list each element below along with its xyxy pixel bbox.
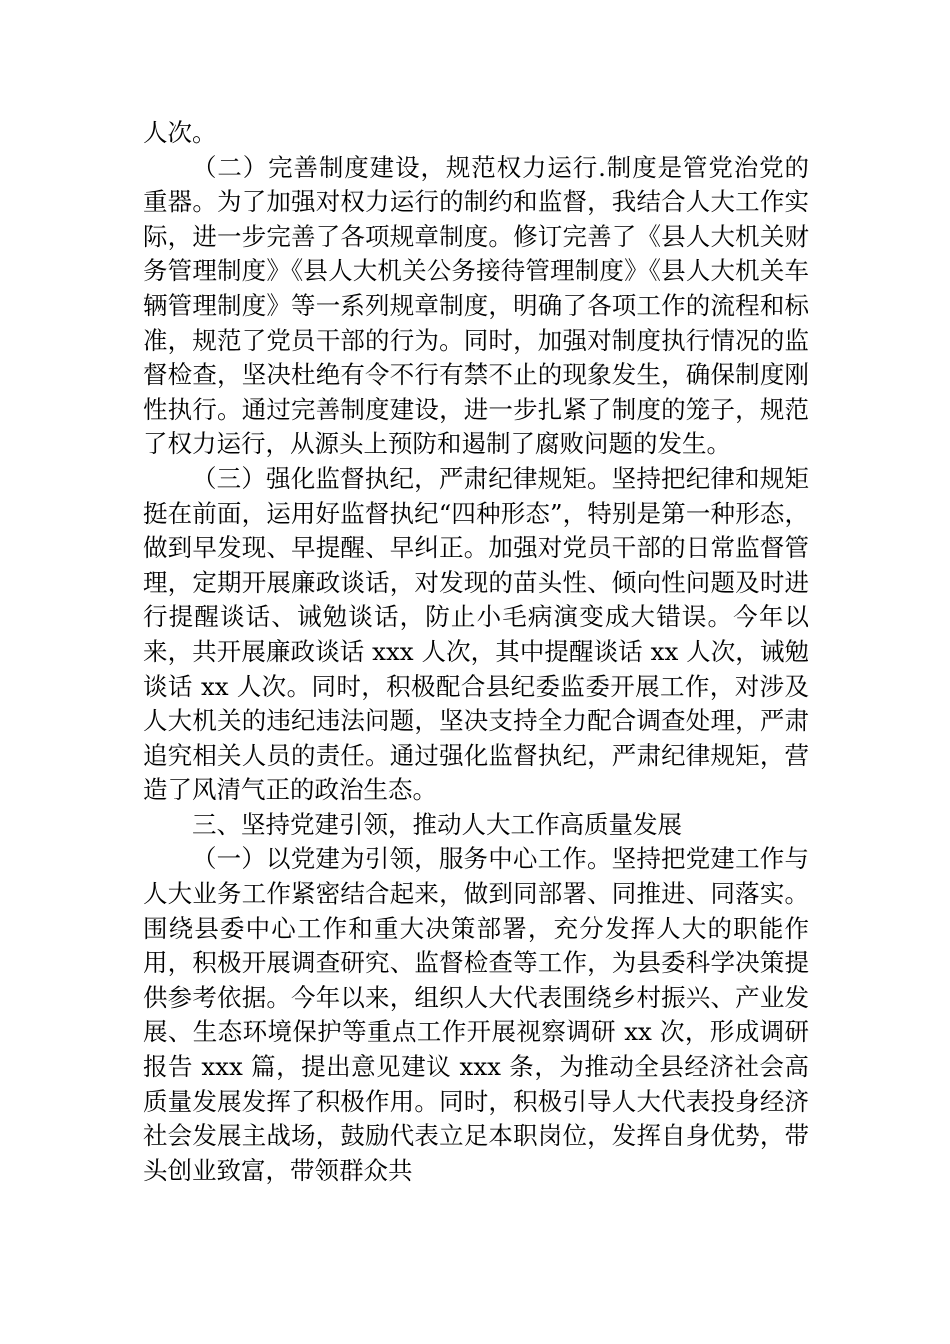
- paragraph-section-2-3: （三）强化监督执纪，严肃纪律规矩。坚持把纪律和规矩挺在前面，运用好监督执纪“四种形态”，特别是第一种形态，做到早发现、早提醒、早纠正。加强对党员干部的日常监督管理，定期开展廉政谈话，对发现的苗头性、倾向性问题及时进行提醒谈话、诫勉谈话，防止小毛病演变成大错误。今年以来，共开展廉政谈话 xxx 人次，其中提醒谈话 xx 人次，诫勉谈话 xx 人次。同时，积极配合县纪委监委开展工作，对涉及人大机关的违纪违法问题，坚决支持全力配合调查处理，严肃追究相关人员的责任。通过强化监督执纪，严肃纪律规矩，营造了风清气正的政治生态。: [143, 463, 809, 805]
- section-heading-3: 三、坚持党建引领，推动人大工作高质量发展: [192, 809, 682, 839]
- document-body: [143, 116, 809, 1188]
- paragraph-section-2-2: （二）完善制度建设，规范权力运行.制度是管党治党的重器。为了加强对权力运行的制约和监督，我结合人大工作实际，进一步完善了各项规章制度。修订完善了《县人大机关财务管理制度》《县人大机关公务接待管理制度》《县人大机关车辆管理制度》等一系列规章制度，明确了各项工作的流程和标准，规范了党员干部的行为。同时，加强对制度执行情况的监督检查，坚决杜绝有令不行有禁不止的现象发生，确保制度刚性执行。通过完善制度建设，进一步扎紧了制度的笼子，规范了权力运行，从源头上预防和遏制了腐败问题的发生。: [143, 152, 809, 459]
- paragraph-continuation: 人次。: [143, 118, 217, 147]
- paragraph-section-3-1: （一）以党建为引领，服务中心工作。坚持把党建工作与人大业务工作紧密结合起来，做到同部署、同推进、同落实。围绕县委中心工作和重大决策部署，充分发挥人大的职能作用，积极开展调查研究、监督检查等工作，为县委科学决策提供参考依据。今年以来，组织人大代表围绕乡村振兴、产业发展、生态环境保护等重点工作开展视察调研 xx 次，形成调研报告 xxx 篇，提出意见建议 xxx 条，为推动全县经济社会高质量发展发挥了积极作用。同时，积极引导人大代表投身经济社会发展主战场，鼓励代表立足本职岗位，发挥自身优势，带头创业致富，带领群众共: [143, 844, 809, 1185]
